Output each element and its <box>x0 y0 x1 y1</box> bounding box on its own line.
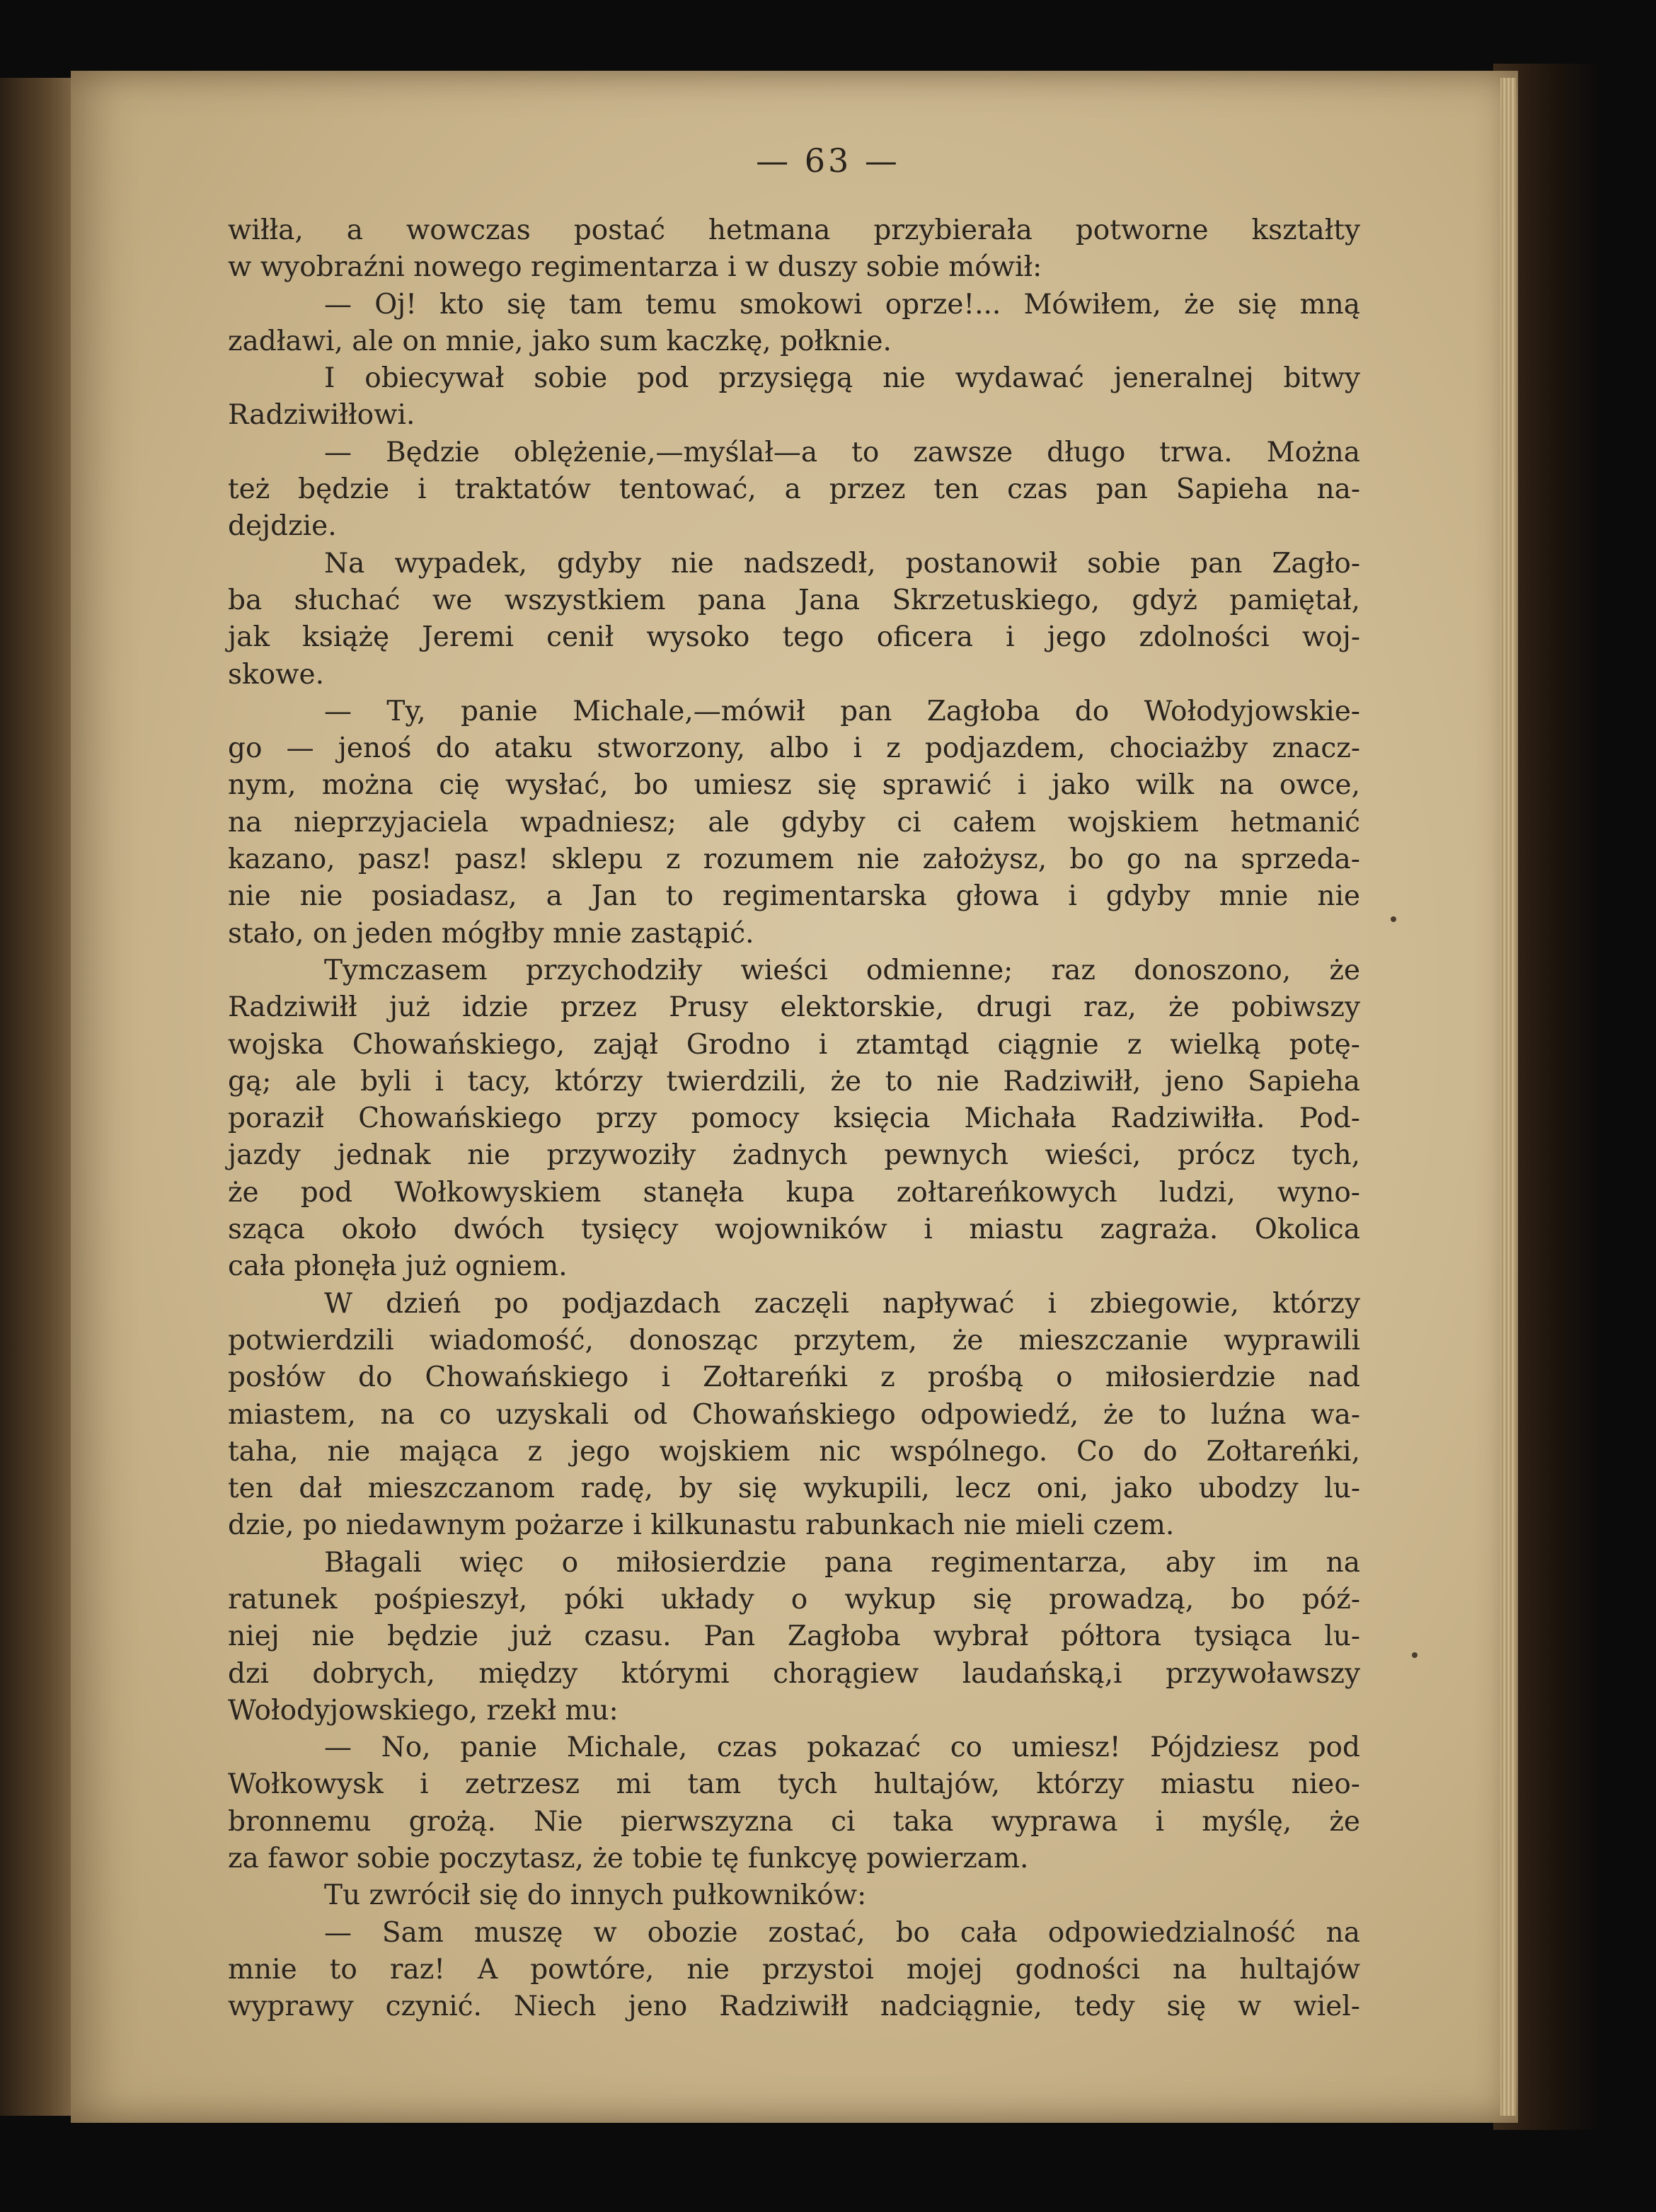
text-line: bronnemu grożą. Nie pierwszyzna ci taka wyprawa i myślę, że <box>228 1805 1360 1838</box>
page-number: — 63 — <box>756 142 900 180</box>
text-line: stało, on jeden mógłby mnie zastąpić. <box>228 917 754 950</box>
paper-speck <box>1412 1652 1418 1658</box>
text-line: że pod Wołkowyskiem stanęła kupa zołtareńkowych ludzi, wyno- <box>228 1176 1360 1209</box>
text-line: Radziwiłłowi. <box>228 399 415 432</box>
text-line: wiłła, a wowczas postać hetmana przybierała potworne kształty <box>228 214 1360 246</box>
text-line: I obiecywał sobie pod przysięgą nie wydawać jeneralnej bitwy <box>324 362 1360 395</box>
text-line: Błagali więc o miłosierdzie pana regimentarza, aby im na <box>324 1546 1360 1579</box>
page-edges <box>1500 78 1516 2116</box>
text-line: jazdy jednak nie przywoziły żadnych pewnych wieści, prócz tych, <box>228 1139 1360 1172</box>
text-line: Tymczasem przychodziły wieści odmienne; raz donoszono, że <box>324 954 1360 986</box>
text-line: miastem, na co uzyskali od Chowańskiego odpowiedź, że to luźna wa- <box>228 1398 1360 1431</box>
text-line: taha, nie mająca z jego wojskiem nic wspólnego. Co do Zołtareńki, <box>228 1435 1360 1468</box>
text-line: na nieprzyjaciela wpadniesz; ale gdyby ci całem wojskiem hetmanić <box>228 806 1360 839</box>
text-line: jak książę Jeremi cenił wysoko tego oficera i jego zdolności woj- <box>228 621 1360 654</box>
text-line: kazano, pasz! pasz! sklepu z rozumem nie założysz, bo go na sprzeda- <box>228 843 1360 876</box>
text-line: Wołkowysk i zetrzesz mi tam tych hultajów, którzy miastu nieo- <box>228 1768 1360 1801</box>
text-line: też będzie i traktatów tentować, a przez ten czas pan Sapieha na- <box>228 473 1360 506</box>
text-line: ratunek pośpieszył, póki układy o wykup się prowadzą, bo póź- <box>228 1583 1360 1615</box>
text-line: Tu zwrócił się do innych pułkowników: <box>324 1879 867 1912</box>
text-line: Wołodyjowskiego, rzekł mu: <box>228 1694 619 1727</box>
body-text <box>228 212 1360 2026</box>
text-line: poraził Chowańskiego przy pomocy księcia Michała Radziwiłła. Pod- <box>228 1102 1360 1135</box>
text-line: gą; ale byli i tacy, którzy twierdzili, że to nie Radziwiłł, jeno Sapieha <box>228 1065 1360 1098</box>
text-line: go — jenoś do ataku stworzony, albo i z podjazdem, chociażby znacz- <box>228 732 1360 765</box>
text-line: wojska Chowańskiego, zajął Grodno i ztamtąd ciągnie z wielką potę- <box>228 1028 1360 1061</box>
text-line: sząca około dwóch tysięcy wojowników i miastu zagraża. Okolica <box>228 1214 1360 1246</box>
text-line: dejdzie. <box>228 510 337 543</box>
text-line: cała płonęła już ogniem. <box>228 1250 568 1283</box>
text-line: — No, panie Michale, czas pokazać co umiesz! Pójdziesz pod <box>324 1732 1360 1764</box>
text-line: dzie, po niedawnym pożarze i kilkunastu rabunkach nie mieli czem. <box>228 1509 1175 1542</box>
text-line: — Sam muszę w obozie zostać, bo cała odpowiedzialność na <box>324 1916 1360 1949</box>
text-line: dzi dobrych, między którymi chorągiew laudańską,i przywoławszy <box>228 1657 1360 1690</box>
text-line: wyprawy czynić. Niech jeno Radziwiłł nadciągnie, tedy się w wiel- <box>228 1991 1360 2023</box>
text-line: — Będzie oblężenie,—myślał—a to zawsze długo trwa. Można <box>324 436 1360 468</box>
text-line: W dzień po podjazdach zaczęli napływać i zbiegowie, którzy <box>324 1287 1360 1320</box>
text-line: mnie to raz! A powtóre, nie przystoi mojej godności na hultajów <box>228 1953 1360 1986</box>
text-line: skowe. <box>228 658 324 691</box>
text-line: posłów do Chowańskiego i Zołtareńki z prośbą o miłosierdzie nad <box>228 1361 1360 1394</box>
paper-speck <box>1391 916 1396 922</box>
text-line: — Ty, panie Michale,—mówił pan Zagłoba do Wołodyjowskie- <box>324 695 1360 727</box>
text-line: — Oj! kto się tam temu smokowi oprze!... Mówiłem, że się mną <box>324 288 1360 321</box>
text-line: ba słuchać we wszystkiem pana Jana Skrzetuskiego, gdyż pamiętał, <box>228 584 1360 616</box>
text-line: Na wypadek, gdyby nie nadszedł, postanowił sobie pan Zagło- <box>324 547 1360 580</box>
text-line: niej nie będzie już czasu. Pan Zagłoba wybrał półtora tysiąca lu- <box>228 1620 1360 1653</box>
text-line: za fawor sobie poczytasz, że tobie tę funkcyę powierzam. <box>228 1843 1029 1875</box>
text-line: nie nie posiadasz, a Jan to regimentarska głowa i gdyby mnie nie <box>228 880 1360 913</box>
text-line: potwierdzili wiadomość, donosząc przytem, że mieszczanie wyprawili <box>228 1324 1360 1356</box>
text-line: ten dał mieszczanom radę, by się wykupili, lecz oni, jako ubodzy lu- <box>228 1473 1360 1505</box>
text-line: nym, można cię wysłać, bo umiesz się sprawić i jako wilk na owce, <box>228 769 1360 802</box>
text-line: Radziwiłł już idzie przez Prusy elektorskie, drugi raz, że pobiwszy <box>228 991 1360 1024</box>
text-line: zadławi, ale on mnie, jako sum kaczkę, połknie. <box>228 325 892 357</box>
text-line: w wyobraźni nowego regimentarza i w duszy sobie mówił: <box>228 251 1042 284</box>
